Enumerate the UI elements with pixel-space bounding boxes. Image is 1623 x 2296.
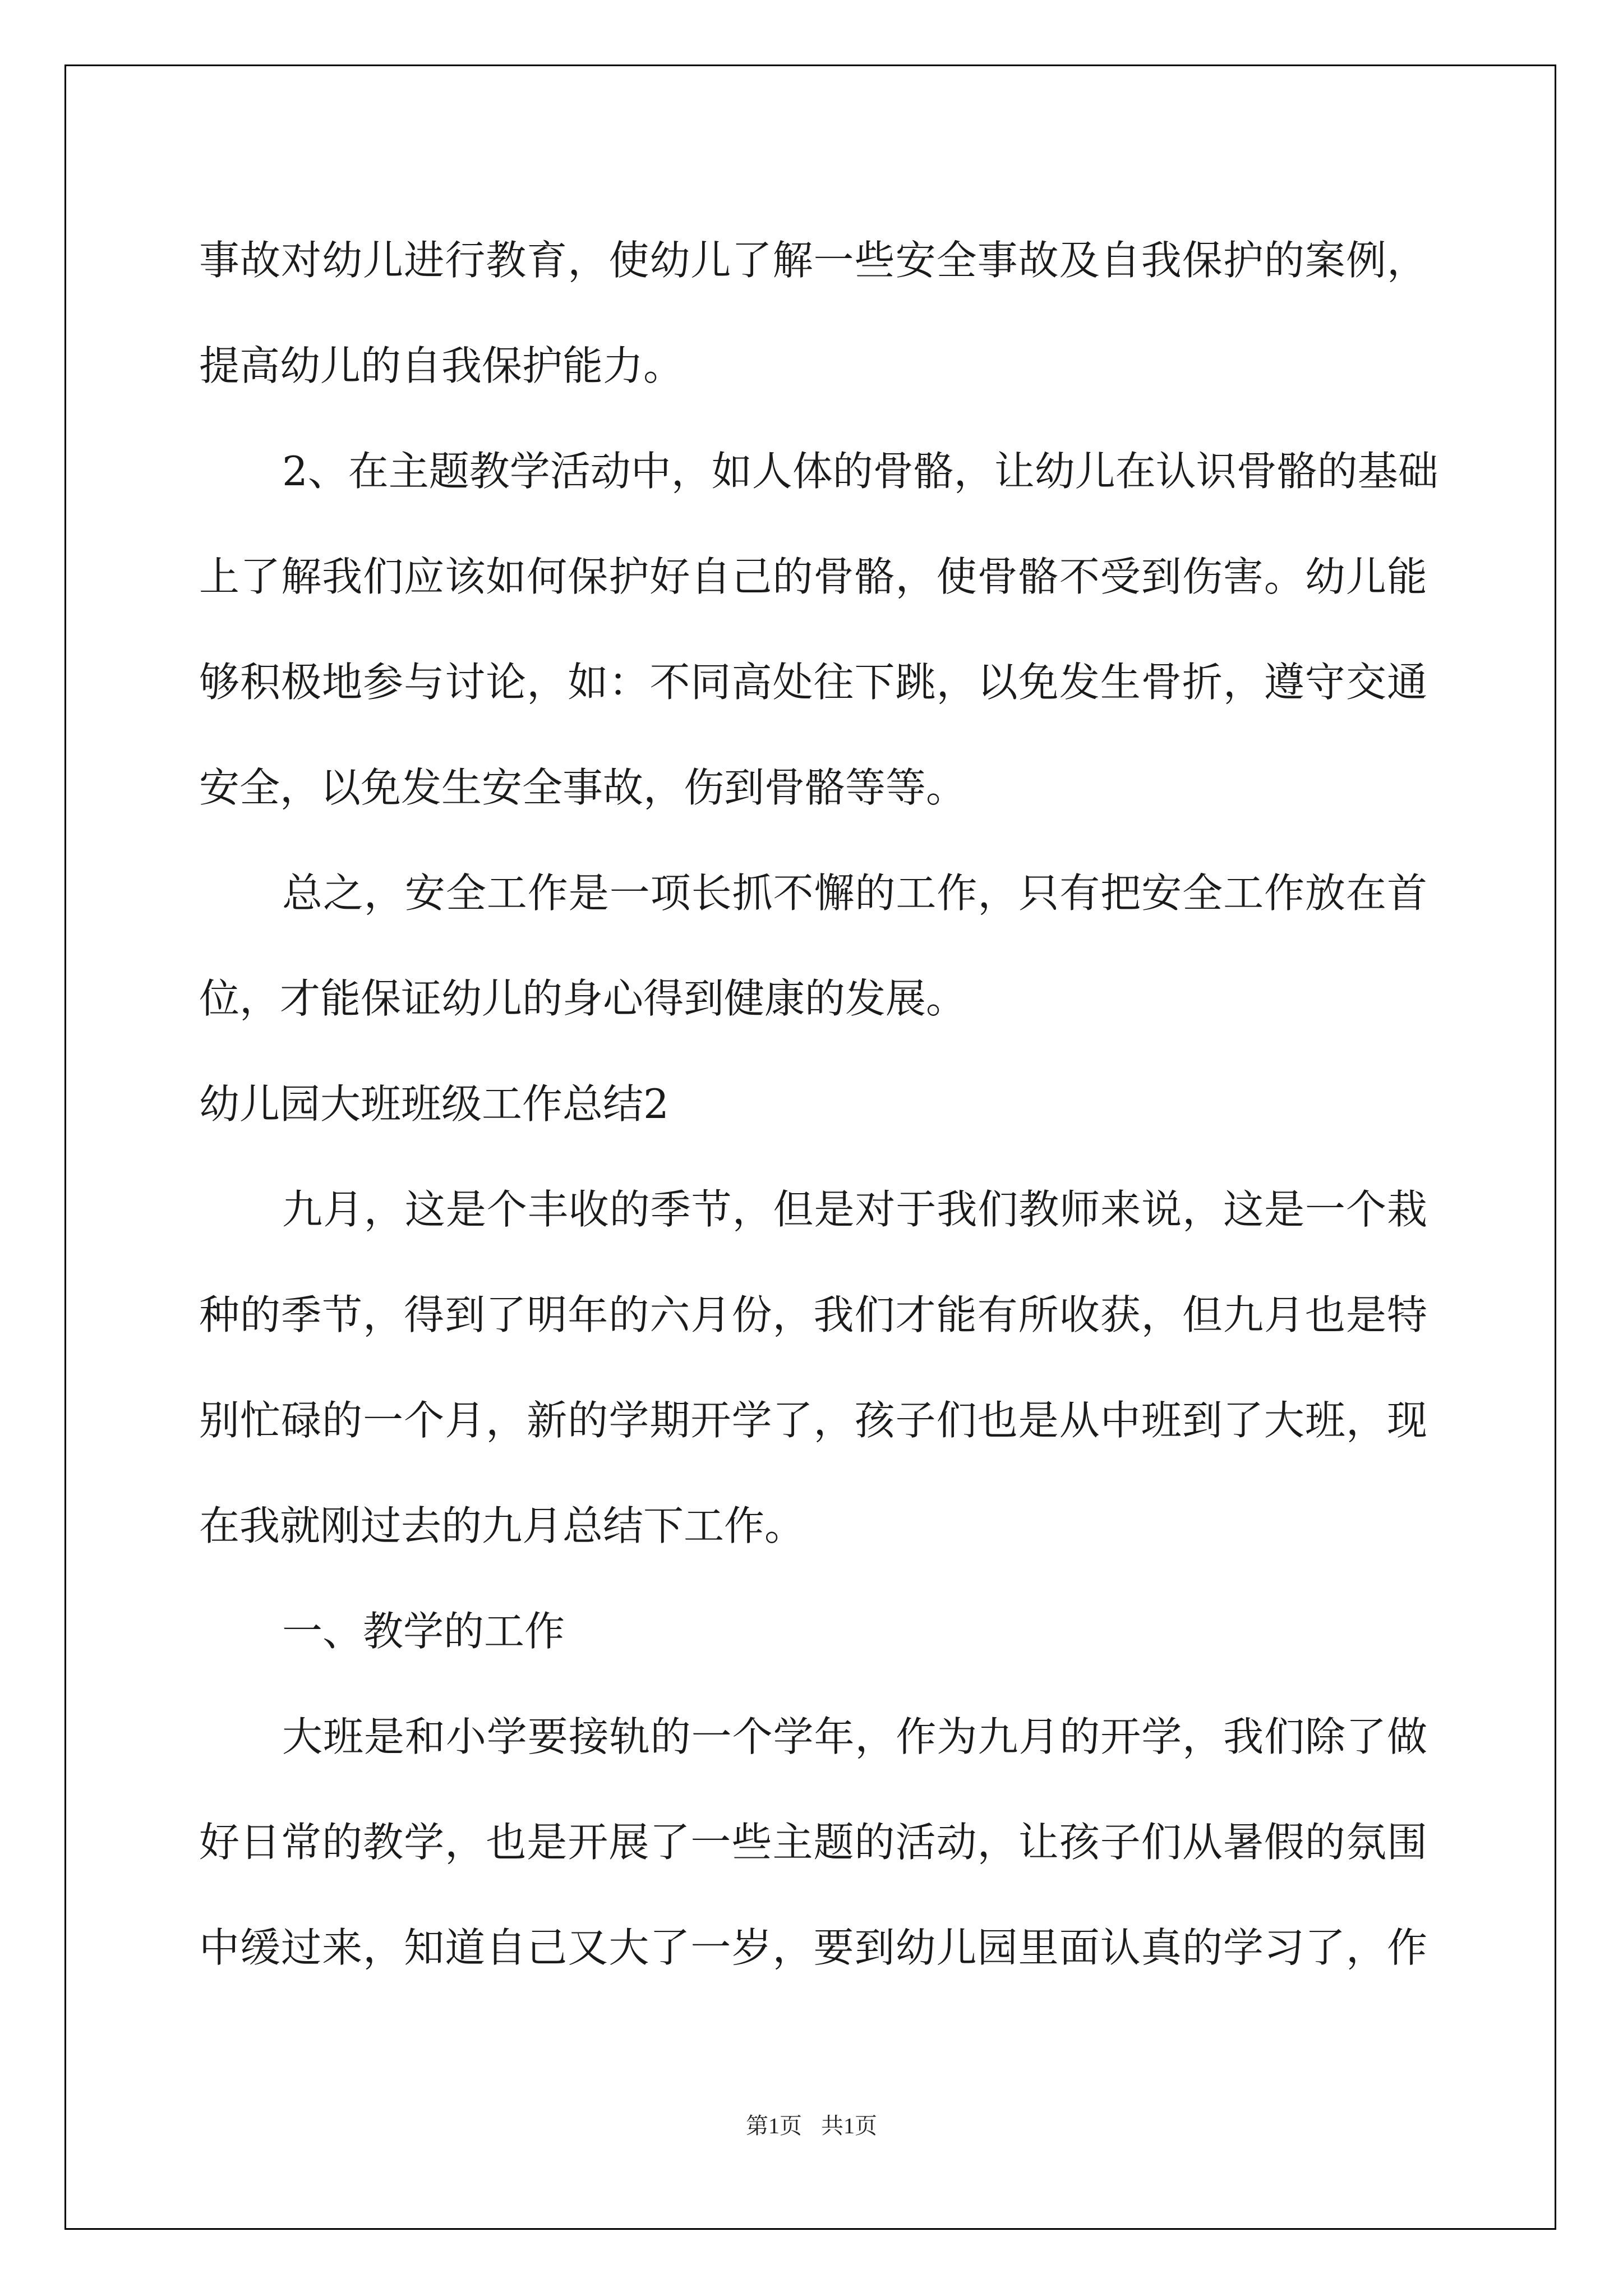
paragraph-line: 别忙碌的一个月，新的学期开学了，孩子们也是从中班到了大班，现 [199, 1397, 1427, 1444]
paragraph-line: 2、在主题教学活动中，如人体的骨骼，让幼儿在认识骨骼的基础 [282, 448, 1438, 495]
paragraph-line: 事故对幼儿进行教育，使幼儿了解一些安全事故及自我保护的案例， [199, 237, 1427, 284]
paragraph-line: 总之，安全工作是一项长抓不懈的工作，只有把安全工作放在首 [282, 869, 1427, 917]
paragraph-line: 九月，这是个丰收的季节，但是对于我们教师来说，这是一个栽 [282, 1186, 1427, 1233]
paragraph-line: 中缓过来，知道自己又大了一岁，要到幼儿园里面认真的学习了，作 [199, 1924, 1427, 1971]
paragraph-line: 好日常的教学，也是开展了一些主题的活动，让孩子们从暑假的氛围 [199, 1819, 1427, 1866]
page-number: 第1页 [746, 2113, 802, 2138]
paragraph-line: 上了解我们应该如何保护好自己的骨骼，使骨骼不受到伤害。幼儿能 [199, 553, 1427, 600]
section-heading: 幼儿园大班班级工作总结2 [199, 1080, 669, 1128]
paragraph-line: 安全，以免发生安全事故，伤到骨骼等等。 [199, 764, 967, 811]
paragraph-line: 位，才能保证幼儿的身心得到健康的发展。 [199, 975, 967, 1022]
page-footer [0, 2109, 1623, 2143]
subsection-heading: 一、教学的工作 [282, 1608, 565, 1655]
paragraph-line: 大班是和小学要接轨的一个学年，作为九月的开学，我们除了做 [282, 1713, 1427, 1760]
document-body [199, 208, 1438, 2000]
paragraph-line: 够积极地参与讨论，如：不同高处往下跳，以免发生骨折，遵守交通 [199, 659, 1427, 706]
page-total: 共1页 [821, 2113, 877, 2138]
paragraph-line: 在我就刚过去的九月总结下工作。 [199, 1502, 805, 1549]
paragraph-line: 种的季节，得到了明年的六月份，我们才能有所收获，但九月也是特 [199, 1291, 1427, 1338]
paragraph-line: 提高幼儿的自我保护能力。 [199, 342, 684, 389]
